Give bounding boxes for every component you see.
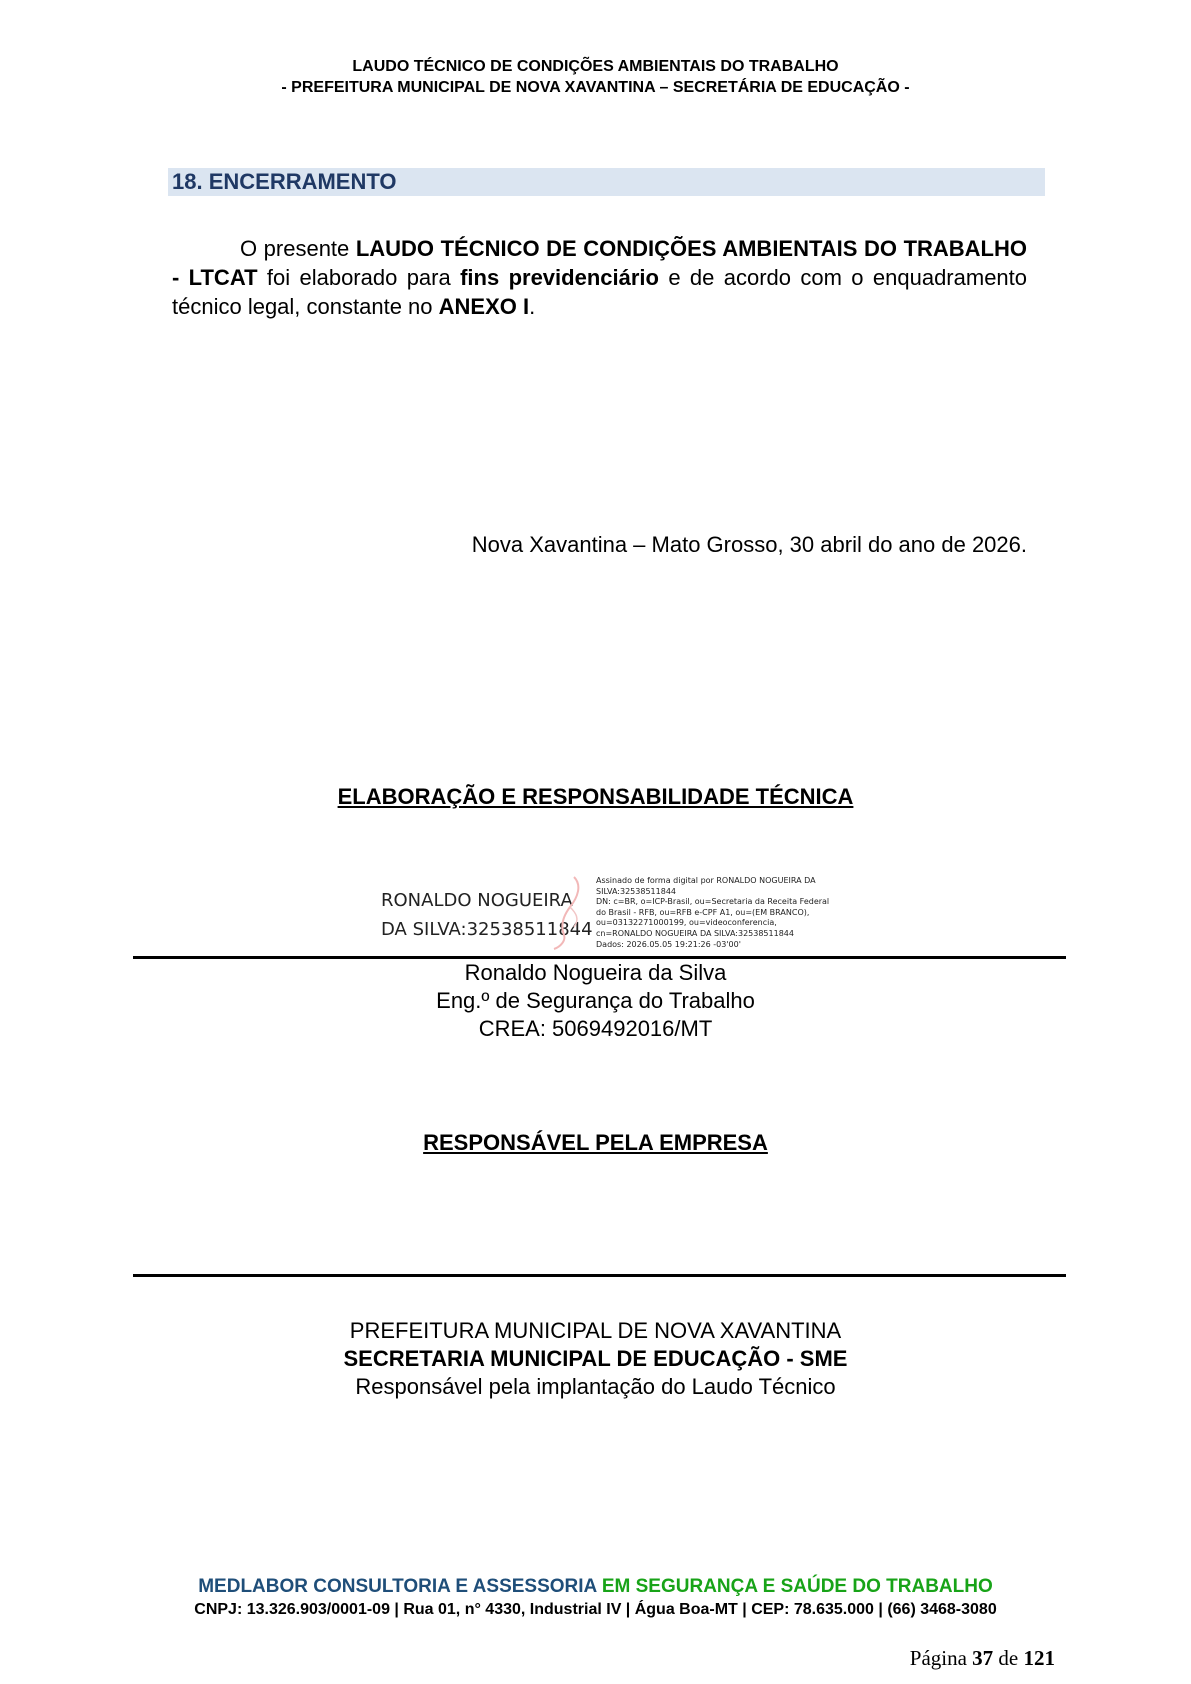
paragraph-text: foi elaborado para [257, 265, 461, 290]
signature-detail-line: Dados: 2026.05.05 19:21:26 -03'00' [596, 939, 741, 949]
footer-company [0, 1575, 1191, 1599]
company-role: Responsável pela implantação do Laudo Técnico [355, 1374, 836, 1399]
footer-contact: CNPJ: 13.326.903/0001-09 | Rua 01, n° 4330, Industrial IV | Água Boa-MT | CEP: 78.635.000 | (66) 3468-3080 [194, 1601, 997, 1618]
paragraph-text: . [529, 294, 536, 319]
place-date: Nova Xavantina – Mato Grosso, 30 abril do ano de 2026. [471, 532, 1027, 557]
page-prefix: Página [909, 1646, 973, 1670]
signature-detail-line: DN: c=BR, o=ICP-Brasil, ou=Secretaria da Receita Federal [596, 897, 830, 907]
page-total: 121 [1023, 1646, 1055, 1670]
signature-detail-line: cn=RONALDO NOGUEIRA DA SILVA:32538511844 [596, 928, 794, 938]
technical-responsibility-heading: ELABORAÇÃO E RESPONSABILIDADE TÉCNICA [337, 784, 854, 809]
paragraph-bold-fins: fins previdenciário [460, 265, 659, 290]
paragraph-text: O presente [240, 236, 356, 261]
signature-scribble-icon [548, 873, 590, 951]
signer-name: Ronaldo Nogueira da Silva [464, 960, 727, 985]
section-title: 18. ENCERRAMENTO [172, 169, 397, 194]
company-signature-line [133, 1274, 1066, 1277]
company-name: PREFEITURA MUNICIPAL DE NOVA XAVANTINA [349, 1318, 842, 1343]
paragraph-bold-laudo: LAUDO TÉCNICO DE CONDIÇÕES AMBIENTAIS DO TRABALHO - LTCAT [172, 236, 1027, 290]
document-header-title: LAUDO TÉCNICO DE CONDIÇÕES AMBIENTAIS DO TRABALHO [352, 58, 839, 75]
footer-company-blue: MEDLABOR CONSULTORIA E ASSESSORIA [198, 1576, 597, 1597]
digital-signature-details [596, 876, 829, 950]
page-number [910, 1645, 1055, 1671]
company-responsible-heading: RESPONSÁVEL PELA EMPRESA [423, 1130, 768, 1155]
paragraph-bold-anexo: ANEXO I [438, 294, 530, 319]
signature-detail-line: do Brasil - RFB, ou=RFB e-CPF A1, ou=(EM BRANCO), [596, 907, 810, 917]
page-current: 37 [972, 1646, 994, 1670]
document-header-subtitle: - PREFEITURA MUNICIPAL DE NOVA XAVANTINA – SECRETÁRIA DE EDUCAÇÃO - [281, 79, 910, 96]
company-department: SECRETARIA MUNICIPAL DE EDUCAÇÃO - SME [343, 1346, 848, 1371]
signature-name-line1: RONALDO NOGUEIRA [381, 890, 573, 911]
page-mid: de [993, 1646, 1024, 1670]
paragraph-text: e de acordo com o enquadramento técnico legal, constante no [172, 265, 1028, 319]
signer-role: Eng.º de Segurança do Trabalho [436, 988, 755, 1013]
signature-name-line2: DA SILVA:32538511844 [381, 919, 593, 940]
signer-crea: CREA: 5069492016/MT [478, 1016, 713, 1041]
footer-company-green: EM SEGURANÇA E SAÚDE DO TRABALHO [601, 1576, 993, 1597]
signature-detail-line: Assinado de forma digital por RONALDO NOGUEIRA DA [596, 876, 816, 885]
signature-detail-line: SILVA:32538511844 [596, 886, 676, 896]
closing-paragraph [172, 234, 1027, 321]
signature-detail-line: ou=03132271000199, ou=videoconferencia, [596, 918, 777, 928]
